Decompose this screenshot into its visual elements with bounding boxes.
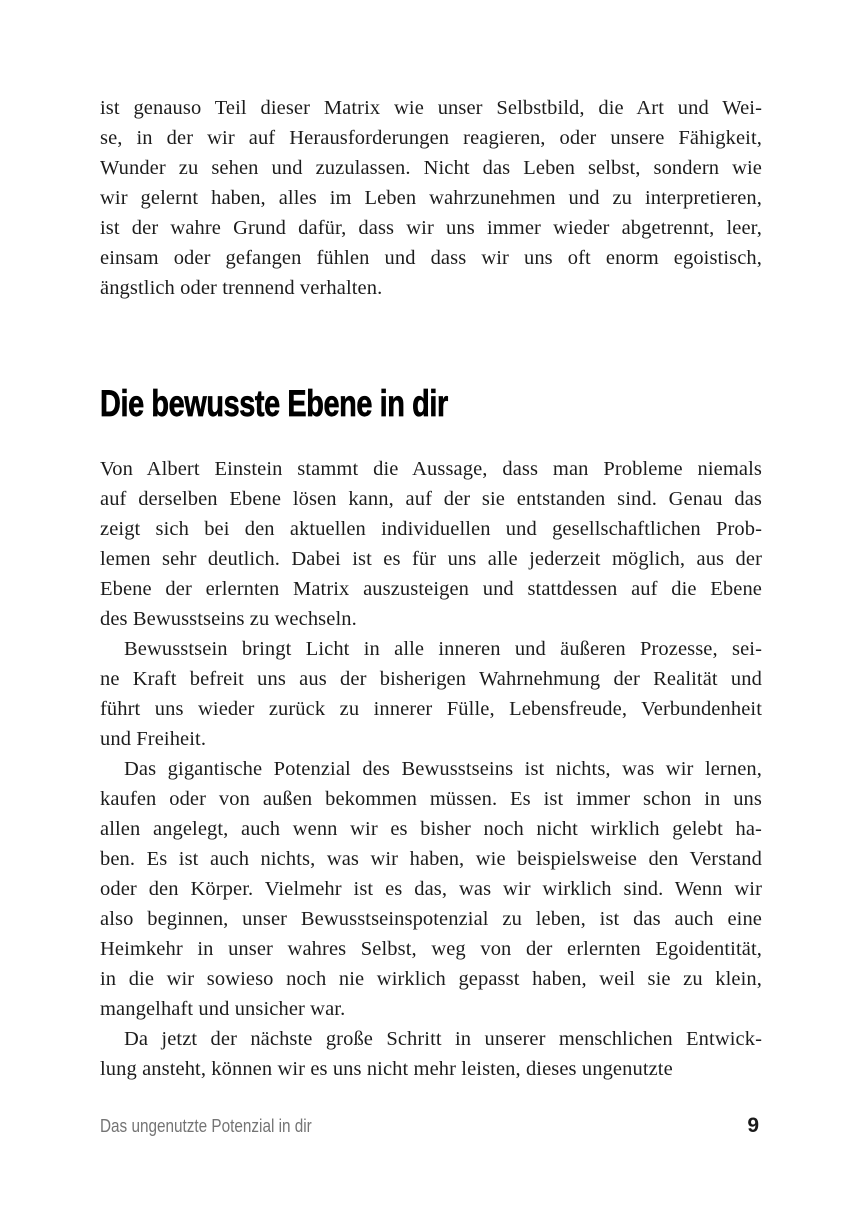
text-line: ängstlich oder trennend verhalten.	[100, 277, 383, 299]
section-heading: Die bewusste Ebene in dir	[100, 383, 448, 424]
text-line: Wunder zu sehen und zuzulassen. Nicht das Leben selbst, sondern wie	[100, 157, 762, 179]
text-line: ben. Es ist auch nichts, was wir haben, wie beispielsweise den Verstand	[100, 848, 762, 870]
paragraph	[100, 634, 762, 754]
text-line: ist der wahre Grund dafür, dass wir uns immer wieder abgetrennt, leer,	[100, 217, 762, 239]
text-column	[100, 93, 762, 1084]
paragraph	[100, 454, 762, 634]
text-line: also beginnen, unser Bewusstseinspotenzial zu leben, ist das auch eine	[100, 908, 762, 930]
paragraph	[100, 754, 762, 1024]
text-line: wir gelernt haben, alles im Leben wahrzunehmen und zu interpretieren,	[100, 187, 762, 209]
text-line: Da jetzt der nächste große Schritt in unserer menschlichen Entwick-	[124, 1028, 762, 1050]
text-line: Bewusstsein bringt Licht in alle inneren und äußeren Prozesse, sei-	[124, 638, 762, 660]
page-footer	[100, 1114, 759, 1138]
running-title: Das ungenutzte Potenzial in dir	[100, 1116, 312, 1136]
paragraph	[100, 1024, 762, 1084]
text-line: und Freiheit.	[100, 728, 207, 750]
text-line: oder den Körper. Vielmehr ist es das, was wir wirklich sind. Wenn wir	[100, 878, 762, 900]
text-line: in die wir sowieso noch nie wirklich gepasst haben, weil sie zu klein,	[100, 968, 762, 990]
text-line: allen angelegt, auch wenn wir es bisher noch nicht wirklich gelebt ha-	[100, 818, 762, 840]
text-line: Von Albert Einstein stammt die Aussage, dass man Probleme niemals	[100, 458, 762, 480]
text-line: führt uns wieder zurück zu innerer Fülle, Lebensfreude, Verbundenheit	[100, 698, 762, 720]
text-line: auf derselben Ebene lösen kann, auf der sie entstanden sind. Genau das	[100, 488, 762, 510]
text-line: ne Kraft befreit uns aus der bisherigen Wahrnehmung der Realität und	[100, 668, 762, 690]
intro-section	[100, 93, 762, 303]
paragraph	[100, 93, 762, 303]
text-line: Heimkehr in unser wahres Selbst, weg von der erlernten Egoidentität,	[100, 938, 762, 960]
section-body	[100, 454, 762, 1084]
text-line: zeigt sich bei den aktuellen individuellen und gesellschaftlichen Prob-	[100, 518, 762, 540]
text-line: ist genauso Teil dieser Matrix wie unser Selbstbild, die Art und Wei-	[100, 97, 762, 119]
text-line: des Bewusstseins zu wechseln.	[100, 608, 357, 630]
text-line: Ebene der erlernten Matrix auszusteigen und stattdessen auf die Ebene	[100, 578, 762, 600]
text-line: se, in der wir auf Herausforderungen reagieren, oder unsere Fähigkeit,	[100, 127, 762, 149]
text-line: lung ansteht, können wir es uns nicht mehr leisten, dieses ungenutzte	[100, 1058, 673, 1080]
page-number: 9	[747, 1114, 759, 1137]
text-line: Das gigantische Potenzial des Bewusstseins ist nichts, was wir lernen,	[124, 758, 762, 780]
text-line: lemen sehr deutlich. Dabei ist es für uns alle jederzeit möglich, aus der	[100, 548, 762, 570]
text-line: mangelhaft und unsicher war.	[100, 998, 346, 1020]
text-line: kaufen oder von außen bekommen müssen. Es ist immer schon in uns	[100, 788, 762, 810]
text-line: einsam oder gefangen fühlen und dass wir uns oft enorm egoistisch,	[100, 247, 762, 269]
